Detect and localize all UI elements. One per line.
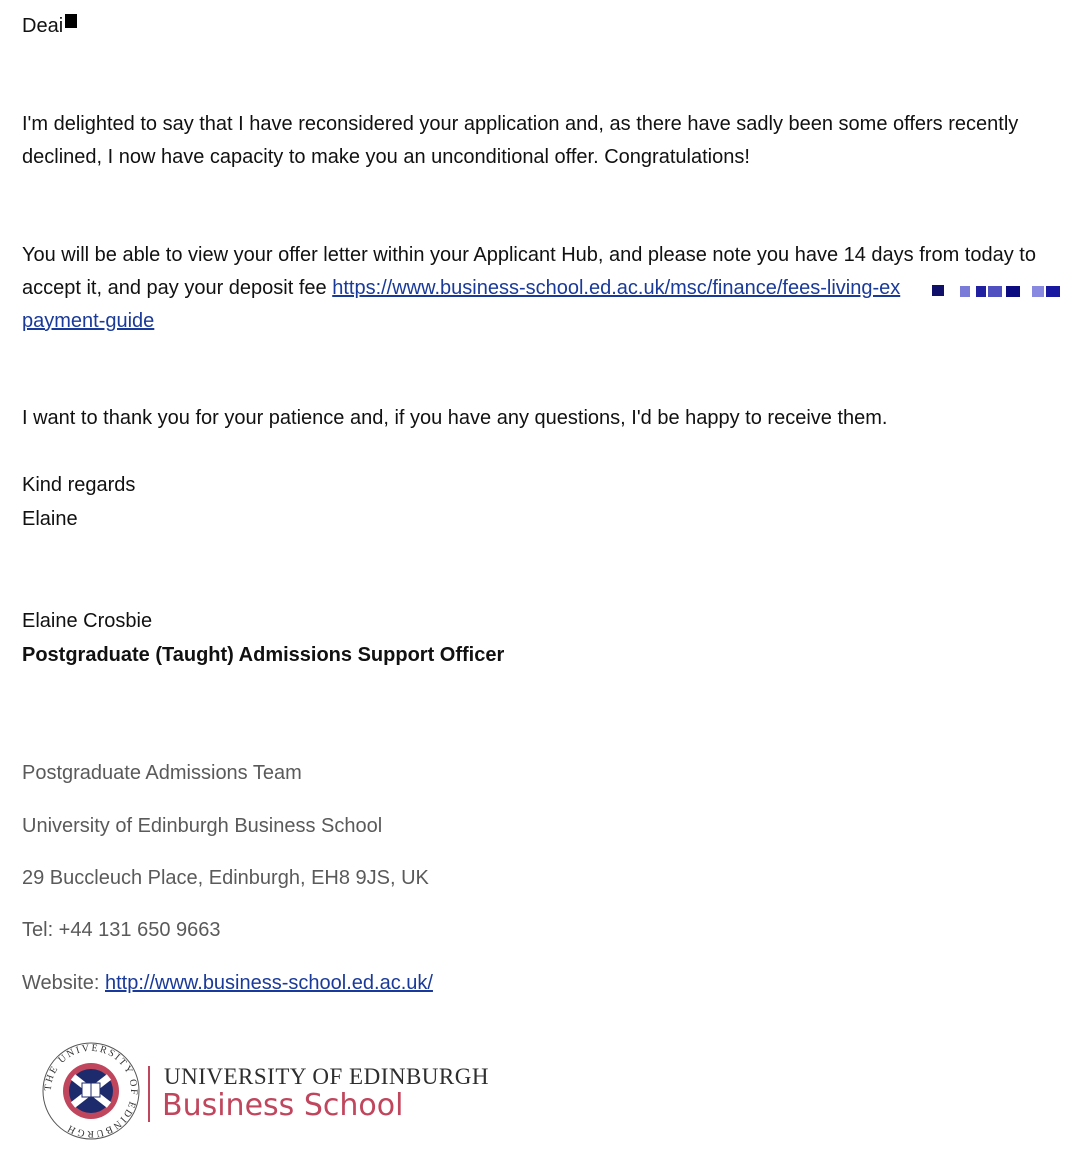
website-link[interactable]: http://www.business-school.ed.ac.uk/ — [105, 972, 433, 994]
logo-school-name: Business School — [162, 1088, 404, 1123]
greeting-text: Deai — [22, 15, 64, 37]
signature-website — [22, 967, 433, 1000]
redaction-pixels — [928, 283, 1063, 299]
signature-name: Elaine Crosbie — [22, 610, 153, 632]
fees-link-part2: payment-guide — [22, 310, 155, 332]
seal-text: THE UNIVERSITY OF EDINBURGH — [42, 1042, 140, 1140]
signature-title: Postgraduate (Taught) Admissions Support Officer — [22, 644, 505, 666]
closing: Kind regards — [22, 474, 136, 496]
paragraph-offer-letter — [22, 239, 1062, 338]
logo-university-name: UNIVERSITY OF EDINBURGH — [164, 1064, 489, 1089]
paragraph-offer: I'm delighted to say that I have reconsidered your application and, as there have sadly been some offers recently declined, I now have capacity to make you an unconditional offer. Congratulations! — [22, 113, 1019, 168]
redaction-mark — [65, 14, 77, 28]
greeting — [22, 10, 77, 43]
website-label: Website: — [22, 972, 105, 994]
fees-link-part1: https://www.business-school.ed.ac.uk/msc/finance/fees-living-ex — [332, 277, 901, 299]
university-seal-icon — [40, 1040, 142, 1142]
signature-institution: University of Edinburgh Business School — [22, 815, 383, 837]
signoff-name: Elaine — [22, 508, 78, 530]
signature-team: Postgraduate Admissions Team — [22, 762, 302, 784]
paragraph-offer-letter-text: You will be able to view your offer letter within your Applicant Hub, and please note you have 14 days from today to accept it, and pay your deposit fee — [22, 244, 1036, 299]
logo-divider — [148, 1066, 150, 1122]
paragraph-thanks: I want to thank you for your patience and, if you have any questions, I'd be happy to receive them. — [22, 407, 888, 429]
signature-tel: Tel: +44 131 650 9663 — [22, 919, 221, 941]
signature-address: 29 Buccleuch Place, Edinburgh, EH8 9JS, UK — [22, 867, 429, 889]
